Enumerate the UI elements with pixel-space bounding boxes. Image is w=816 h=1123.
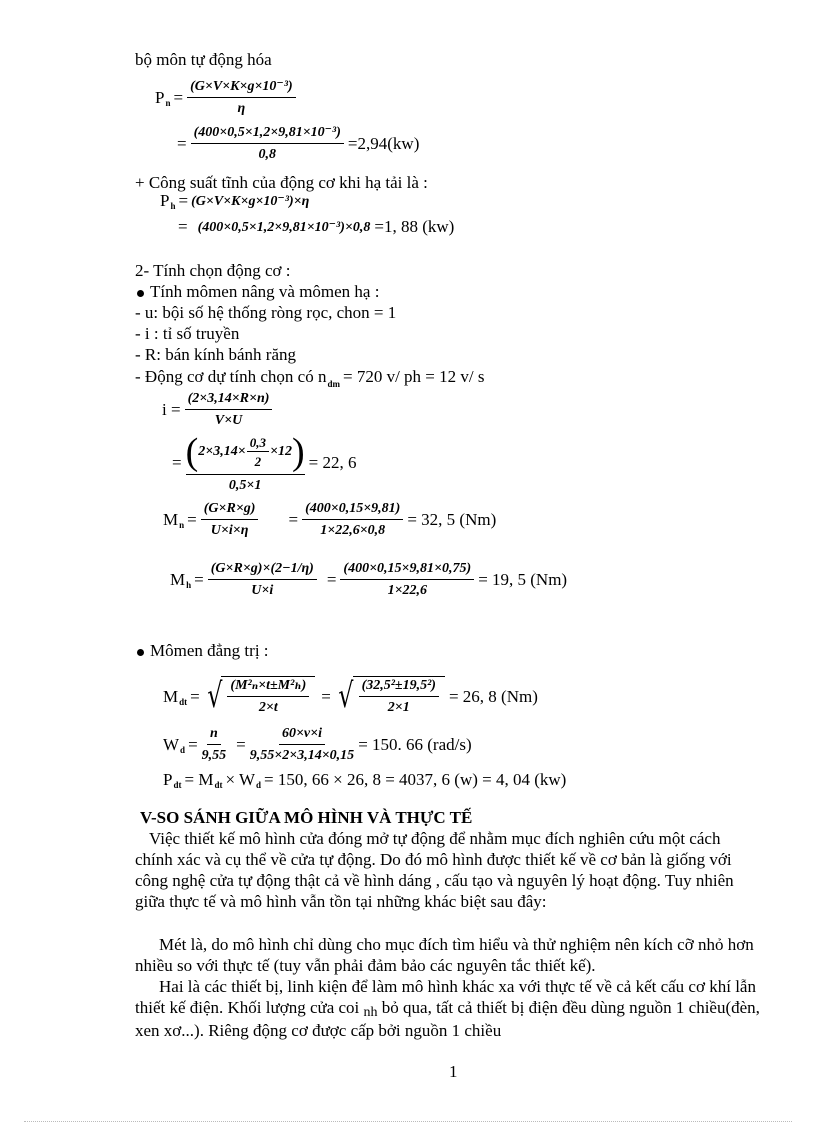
comparison-paragraph-1: Việc thiết kế mô hình cửa đóng mở tự động để nhằm mục đích nghiên cứu một cách chính xác và cụ thể về cửa tự động. Do đó mô hình được thiết kế về cơ bản là giống với công nghệ cửa tự động thật cả về hình dáng , cấu tạo và nguyên lý hoạt động. Tuy nhiên giữa thực tế và mô hình vẫn tồn tại những khác biệt sau đây: [135,829,734,911]
i-formula [162,390,276,430]
mh-result: = 19, 5 (Nm) [478,570,568,589]
p-lower-expr: (G×V×K×g×10⁻³)×η [191,193,310,209]
i-denominator: V×U [214,413,243,428]
def-n: - Động cơ dự tính chọn có $n_{dm} = 720$ v/ ph = 12 v/ s [135,367,485,389]
equivalent-intro: Mômen đẳng trị : [137,641,269,661]
def-r: - R: bán kính bánh răng [135,345,296,364]
mh-label: M [170,570,186,589]
p-lift-result: =2,94(kw) [347,134,420,153]
mdt-calc-denominator: 2×1 [387,700,410,715]
p-lower-sub: h [170,201,176,211]
mdt-result: = 26, 8 (Nm) [448,686,538,706]
motor-section-title: 2- Tính chọn động cơ : [135,261,291,280]
eq-sign: = [173,88,184,107]
eq-sign: = [177,134,187,153]
p-lift-denominator: η [237,101,246,116]
wd-fraction [202,725,227,765]
eq-sign: = [178,217,188,236]
p-lift-calc [177,124,419,164]
p-lift-formula [155,78,300,118]
i-calc [172,430,356,495]
mdt-numerator: (M²ₙ×t±M²ₕ) [227,677,309,697]
wd-formula: W d = $\frac{n}{9,55}$ = $\frac{60\times v\times i}{9,55\times 2\times 3,14\times 0,15}$ = 150. 66 (rad/s) [163,726,472,763]
wd-result: = 150. 66 (rad/s) [358,735,472,754]
p-lift-calc-denominator: 0,8 [258,147,276,162]
p-lower-result: =1, 88 (kw) [374,217,455,236]
mn-calc-numerator: (400×0,15×9,81) [302,500,403,520]
eq-sign: = [172,452,182,472]
comparison-paragraph-2: Mét là, do mô hình chỉ dùng cho mục đích tìm hiểu và thử nghiệm nên kích cỡ nhỏ hơn nhiều so với thực tế (tuy vẫn phải đảm bảo các nguyên tắc thiết kế). [135,935,754,975]
comparison-title: V-SO SÁNH GIỮA MÔ HÌNH VÀ THỰC TẾ [140,808,473,827]
mdt-calc-sqrt: √ $\frac{\text{(32,5²±19,5²)}}{2\times 1}$ [335,676,445,717]
mn-fraction [201,500,259,540]
i-calc-numerator: ( 2×3,14× $\frac{0,3}{2}$ ×12 ) [185,431,305,473]
p-lift-fraction [187,78,296,118]
mh-formula: M h = $\frac{(G\times R\times g)\times(2-1/\eta)}{U\times i}$ = $\frac{(400\times 0,15\times 9,81\times 0,75)}{1\times 22,6}$ = 19, 5 (Nm) [170,561,568,598]
mdt-calc-fraction [359,677,439,717]
i-calc-result: = 22, 6 [308,452,357,472]
mh-calc-denominator: 1×22,6 [387,583,428,598]
p-lift-numerator: (G×V×K×g×10⁻³) [187,78,296,98]
mh-numerator: (G×R×g)×(2−1/η) [208,560,317,580]
p-lift-calc-fraction [191,124,344,164]
mn-calc-fraction [302,500,403,540]
mn-result: = 32, 5 (Nm) [407,510,497,529]
mn-calc-denominator: 1×22,6×0,8 [320,523,386,538]
mdt-denominator: 2×t [258,700,278,715]
i-calc-fraction [186,430,305,495]
subject-header: bộ môn tự động hóa [135,50,272,69]
i-numerator: (2×3,14×R×n) [185,390,273,410]
wd-calc-numerator: 60×v×i [279,725,325,745]
wd-calc-denominator: 9,55×2×3,14×0,15 [249,748,355,763]
comparison-paragraph-3: Hai là các thiết bị, linh kiện để làm mô hình khác xa với thực tế về cả kết cấu cơ khí lẫn thiết kế điện. Khối lượng cửa coi nh bỏ qua, tất cả thiết bị điện đều dùng nguồn 1 chiều(đèn, xen xơ...). Riêng động cơ được cấp bởi nguồn 1 chiều [135,977,760,1040]
p-lower-calc-expr: (400×0,5×1,2×9,81×10⁻³)×0,8 [197,219,371,235]
mh-fraction [208,560,317,600]
mh-denominator: U×i [251,583,274,598]
eq-sign: = [178,191,189,210]
def-u: - u: bội số hệ thống ròng rọc, chon = 1 [135,303,397,322]
wd-calc-fraction [250,725,354,765]
mh-calc-numerator: (400×0,15×9,81×0,75) [340,560,474,580]
wd-denominator: 9,55 [201,748,227,763]
p-lower-formula [160,191,309,211]
p-lift-sub: n [165,98,171,108]
i-label: i = [162,400,181,419]
mh-sub: h [186,580,192,590]
bullet-icon [137,649,144,656]
mn-numerator: (G×R×g) [201,500,259,520]
footer-divider [24,1121,792,1122]
p-lift-calc-numerator: (400×0,5×1,2×9,81×10⁻³) [191,124,344,144]
p-lower-intro: + Công suất tĩnh của động cơ khi hạ tải là : [135,173,428,192]
p-lift-label: P [155,88,165,107]
i-calc-inner-fraction: $\frac{0,3}{2}$ [247,435,269,469]
pdt-formula: P dt = M dt × W d = 150, 66 × 26, 8 = 4037, 6 (w) = 4, 04 (kw) [163,770,567,790]
i-calc-denominator: 0,5×1 [228,478,262,493]
moment-intro: Tính mômen nâng và mômen hạ : [137,282,379,302]
p-lower-label: P [160,191,170,210]
i-fraction [185,390,273,430]
mdt-sqrt: √ $\frac{\text{(M²ₙ×t±M²ₕ)}}{2\times t}$ [204,676,316,717]
wd-numerator: n [207,725,221,745]
def-i: - i : tỉ số truyền [135,324,240,343]
bullet-icon [137,290,144,297]
mdt-calc-numerator: (32,5²±19,5²) [359,677,439,697]
mdt-formula: M dt = √ $\frac{\text{(M²ₙ×t±M²ₕ)}}{2\times t}$ = √ $\frac{\text{(32,5²±19,5²)}}{2\times 1}$ = 26, 8 (Nm) [163,676,538,716]
page-number: 1 [449,1062,458,1081]
mn-label: M [163,510,179,529]
p-lower-calc [178,217,454,237]
mdt-fraction [227,677,309,717]
mn-formula: M n = $\frac{(G\times R\times g)}{U\times i\times\eta}$ = $\frac{(400\times 0,15\times 9,81)}{1\times 22,6\times 0,8}$ = 32, 5 (Nm) [163,501,497,538]
pdt-result: = 150, 66 × 26, 8 = 4037, 6 (w) = 4, 04 (kw) [264,770,567,789]
mn-sub: n [179,520,185,530]
mh-calc-fraction [340,560,474,600]
mn-denominator: U×i×η [210,523,249,538]
